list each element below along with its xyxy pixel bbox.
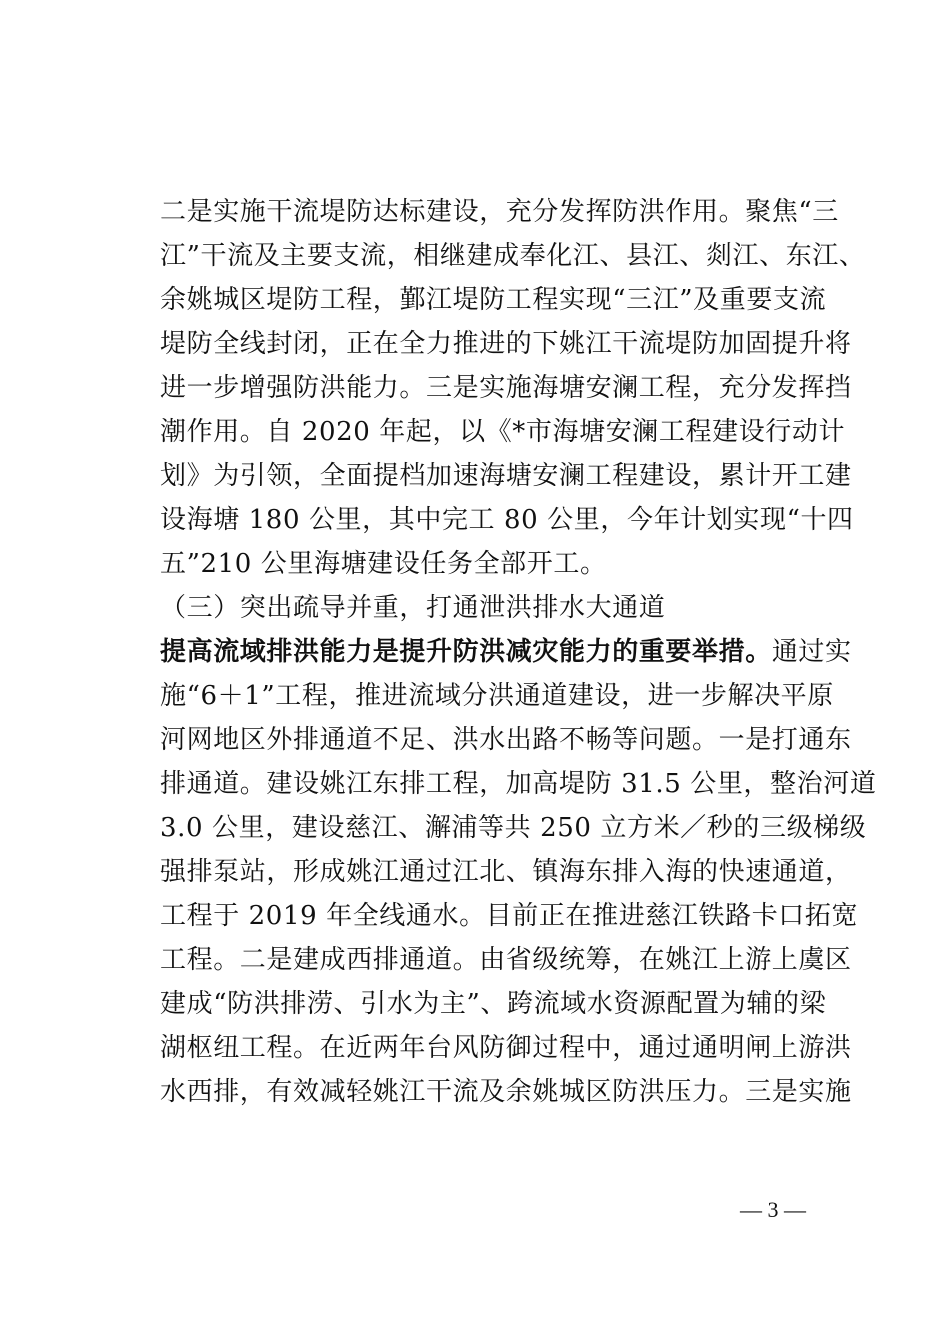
body-line: 堤防全线封闭，正在全力推进的下姚江干流堤防加固提升将 (160, 329, 852, 359)
body-line: 湖枢纽工程。在近两年台风防御过程中，通过通明闸上游洪 (160, 1033, 852, 1063)
body-line: 工程。二是建成西排通道。由省级统筹，在姚江上游上虞区 (160, 945, 852, 975)
body-line: 施“6＋1”工程，推进流域分洪通道建设，进一步解决平原 (160, 681, 834, 711)
section-lead-line (160, 636, 852, 668)
section-heading: （三）突出疏导并重，打通泄洪排水大通道 (160, 593, 666, 623)
body-line: 二是实施干流堤防达标建设，充分发挥防洪作用。聚焦“三 (160, 197, 839, 227)
body-line: 进一步增强防洪能力。三是实施海塘安澜工程，充分发挥挡 (160, 373, 852, 403)
body-line: 江”干流及主要支流，相继建成奉化江、县江、剡江、东江、 (160, 241, 866, 271)
body-line: 建成“防洪排涝、引水为主”、跨流域水资源配置为辅的梁 (160, 989, 827, 1019)
body-line: 潮作用。自 2020 年起，以《*市海塘安澜工程建设行动计 (160, 417, 846, 447)
body-line: 水西排，有效减轻姚江干流及余姚城区防洪压力。三是实施 (160, 1077, 852, 1107)
section-lead-rest: 通过实 (771, 637, 852, 667)
body-line: 工程于 2019 年全线通水。目前正在推进慈江铁路卡口拓宽 (160, 901, 859, 931)
body-line: 河网地区外排通道不足、洪水出路不畅等问题。一是打通东 (160, 725, 852, 755)
page-number: — 3 — (740, 1197, 806, 1222)
body-line: 余姚城区堤防工程，鄞江堤防工程实现“三江”及重要支流 (160, 285, 827, 315)
body-line: 强排泵站，形成姚江通过江北、镇海东排入海的快速通道， (160, 857, 852, 887)
body-line: 划》为引领，全面提档加速海塘安澜工程建设，累计开工建 (160, 461, 852, 491)
section-lead-bold: 提高流域排洪能力是提升防洪减灾能力的重要举措。 (160, 637, 772, 667)
body-line: 3.0 公里，建设慈江、澥浦等共 250 立方米／秒的三级梯级 (160, 813, 867, 843)
body-line: 排通道。建设姚江东排工程，加高堤防 31.5 公里，整治河道 (160, 769, 877, 799)
body-line: 五”210 公里海塘建设任务全部开工。 (160, 549, 607, 579)
body-line: 设海塘 180 公里，其中完工 80 公里，今年计划实现“十四 (160, 505, 854, 535)
